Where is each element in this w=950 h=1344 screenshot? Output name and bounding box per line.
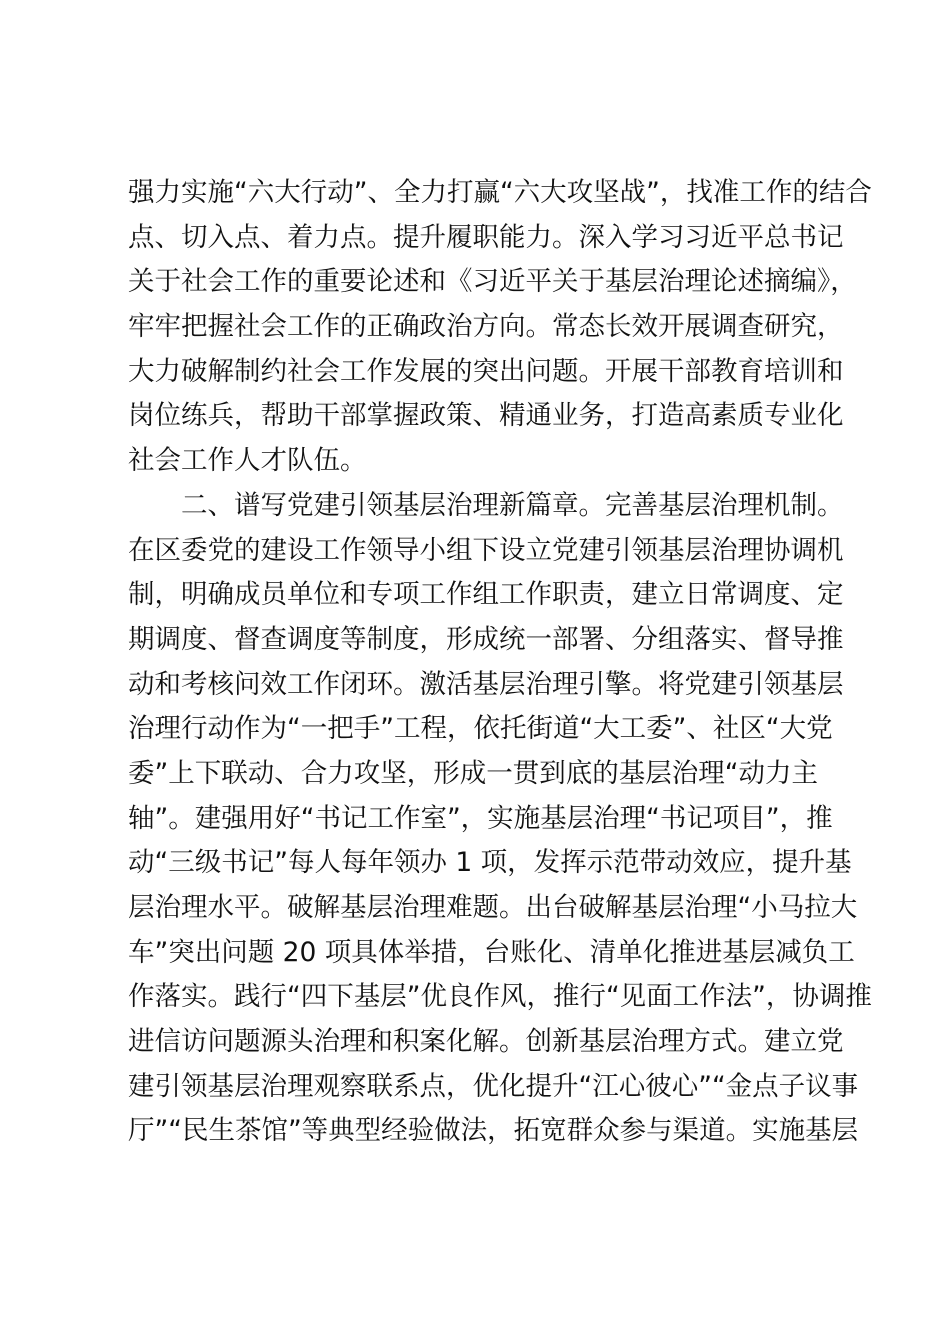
text-line: 大力破解制约社会工作发展的突出问题。开展干部教育培训和 [128, 355, 844, 387]
text-line: 轴”。建强用好“书记工作室”，实施基层治理“书记项目”，推 [128, 802, 833, 834]
text-line: 动和考核问效工作闭环。激活基层治理引擎。将党建引领基层 [128, 668, 844, 700]
text-line: 岗位练兵，帮助干部掌握政策、精通业务，打造高素质专业化 [128, 400, 844, 432]
text-line: 层治理水平。破解基层治理难题。出台破解基层治理“小马拉大 [128, 892, 858, 923]
text-line: 强力实施“六大行动”、全力打赢“六大攻坚战”，找准工作的结合 [128, 177, 872, 208]
text-line: 车”突出问题 20 项具体举措，台账化、清单化推进基层减负工 [128, 936, 855, 968]
text-line: 社会工作人才队伍。 [128, 445, 367, 477]
text-line: 点、切入点、着力点。提升履职能力。深入学习习近平总书记 [128, 221, 844, 253]
text-line: 厅”“民生茶馆”等典型经验做法，拓宽群众参与渠道。实施基层 [128, 1115, 859, 1147]
text-line: 委”上下联动、合力攻坚，形成一贯到底的基层治理“动力主 [128, 757, 818, 789]
text-line: 动“三级书记”每人每年领办 1 项，发挥示范带动效应，提升基 [128, 847, 852, 879]
text-line: 作落实。践行“四下基层”优良作风，推行“见面工作法”，协调推 [128, 981, 872, 1013]
text-line: 制，明确成员单位和专项工作组工作职责，建立日常调度、定 [128, 579, 844, 611]
text-line: 牢牢把握社会工作的正确政治方向。常态长效开展调查研究， [128, 311, 844, 343]
text-line: 治理行动作为“一把手”工程，依托街道“大工委”、社区“大党 [128, 713, 833, 745]
text-line: 关于社会工作的重要论述和《习近平关于基层治理论述摘编》， [128, 266, 857, 298]
text-line: 进信访问题源头治理和积案化解。创新基层治理方式。建立党 [128, 1026, 844, 1058]
text-line: 建引领基层治理观察联系点，优化提升“江心彼心”“金点子议事 [128, 1070, 859, 1102]
text-line: 期调度、督查调度等制度，形成统一部署、分组落实、督导推 [128, 623, 844, 655]
text-line: 在区委党的建设工作领导小组下设立党建引领基层治理协调机 [128, 534, 844, 566]
section-heading-line: 二、谱写党建引领基层治理新篇章。完善基层治理机制。 [181, 489, 844, 521]
document-body [128, 171, 872, 1154]
